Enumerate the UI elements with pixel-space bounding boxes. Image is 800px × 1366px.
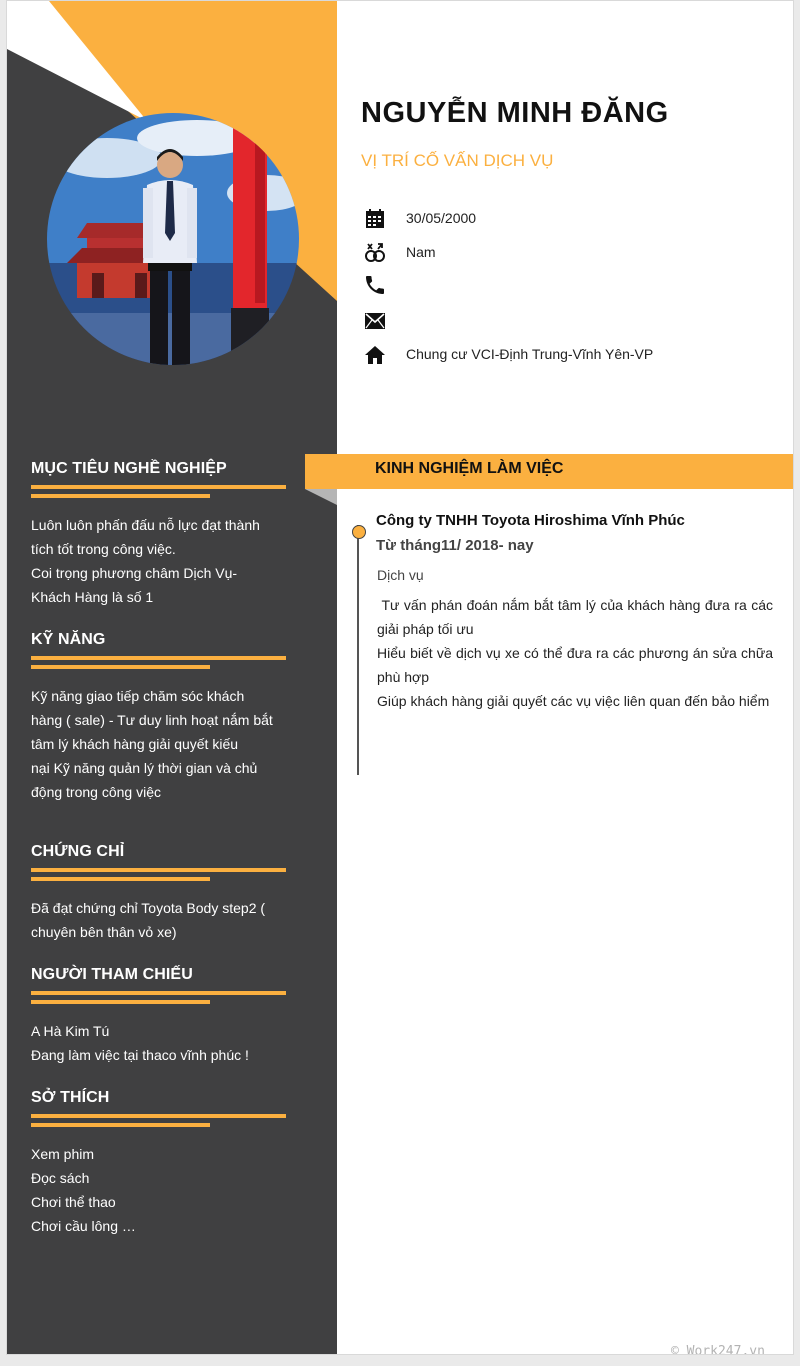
certificates-text	[31, 896, 287, 944]
timeline-dot	[352, 525, 366, 539]
objective-text	[31, 513, 287, 609]
references-title: NGƯỜI THAM CHIẾU	[31, 966, 193, 983]
candidate-role: VỊ TRÍ CỐ VẤN DỊCH VỤ	[361, 151, 554, 170]
skills-text	[31, 684, 287, 804]
hobbies-section	[31, 1086, 287, 1238]
job-duties	[377, 593, 777, 713]
text-line: A Hà Kim Tú	[31, 1023, 110, 1039]
section-underline	[31, 868, 286, 872]
text-line: Chơi thể thao	[31, 1194, 116, 1210]
text-line: chuyên bên thân vỏ xe)	[31, 924, 177, 940]
text-line: hàng ( sale) - Tư duy linh hoạt nắm bắt	[31, 712, 273, 728]
section-underline	[31, 991, 286, 995]
section-underline	[31, 1114, 286, 1118]
hobbies-title: SỞ THÍCH	[31, 1089, 110, 1106]
text-line: Đọc sách	[31, 1170, 90, 1186]
text-line: Đang làm việc tại thaco vĩnh phúc !	[31, 1047, 249, 1063]
birthdate-value: 30/05/2000	[406, 210, 477, 226]
text-line: Đã đạt chứng chỉ Toyota Body step2 (	[31, 900, 266, 916]
text-line: Kỹ năng giao tiếp chăm sóc khách	[31, 688, 245, 704]
timeline-line	[357, 525, 359, 775]
company-name: Công ty TNHH Toyota Hiroshima Vĩnh Phúc	[376, 512, 685, 529]
ribbon-fold	[305, 489, 337, 505]
contact-birthdate	[363, 206, 783, 232]
contact-email	[363, 308, 783, 334]
experience-title: KINH NGHIỆM LÀM VIỆC	[375, 460, 564, 477]
duty-item: Tư vấn phán đoán nắm bắt tâm lý của khách hàng đưa ra các giải pháp tối ưu	[377, 597, 777, 637]
contact-phone	[363, 272, 783, 298]
contact-gender	[363, 240, 783, 266]
gender-value: Nam	[406, 244, 436, 260]
text-line: Xem phim	[31, 1146, 95, 1162]
references-text	[31, 1019, 287, 1067]
contact-address	[363, 342, 783, 368]
hobbies-text	[31, 1142, 287, 1238]
objective-section	[31, 457, 287, 609]
text-line: Chơi cầu lông …	[31, 1218, 136, 1234]
duty-item: Giúp khách hàng giải quyết các vụ việc liên quan đến bảo hiểm	[377, 693, 770, 709]
duty-item: Hiểu biết về dịch vụ xe có thể đưa ra các phương án sửa chữa phù hợp	[377, 645, 773, 685]
skills-section	[31, 628, 287, 804]
section-underline	[31, 877, 210, 881]
section-underline	[31, 485, 286, 489]
sidebar	[7, 1, 337, 1355]
objective-title: MỤC TIÊU NGHỀ NGHIỆP	[31, 460, 227, 477]
gender-icon	[363, 241, 387, 265]
section-underline	[31, 1123, 210, 1127]
references-section	[31, 963, 287, 1067]
text-line: động trong công việc	[31, 784, 161, 800]
department: Dịch vụ	[377, 567, 424, 583]
text-line: tích tốt trong công việc.	[31, 541, 176, 557]
calendar-icon	[363, 207, 387, 231]
employment-period: Từ tháng11/ 2018- nay	[376, 537, 534, 554]
candidate-name: NGUYỄN MINH ĐĂNG	[361, 97, 669, 129]
home-icon	[363, 343, 387, 367]
address-value: Chung cư VCI-Định Trung-Vĩnh Yên-VP	[406, 346, 654, 362]
text-line: Khách Hàng là số 1	[31, 589, 154, 605]
section-underline	[31, 665, 210, 669]
watermark: © Work247.vn	[671, 1344, 765, 1355]
text-line: Luôn luôn phấn đấu nỗ lực đạt thành	[31, 517, 260, 533]
text-line: nại Kỹ năng quản lý thời gian và chủ	[31, 760, 258, 776]
skills-title: KỸ NĂNG	[31, 631, 106, 648]
profile-photo	[47, 113, 299, 365]
certificates-title: CHỨNG CHỈ	[31, 843, 125, 860]
certificates-section	[31, 840, 287, 944]
cv-page	[6, 0, 794, 1355]
section-underline	[31, 494, 210, 498]
text-line: tâm lý khách hàng giải quyết kiếu	[31, 736, 239, 752]
email-icon	[363, 309, 387, 333]
phone-icon	[363, 273, 387, 297]
section-underline	[31, 656, 286, 660]
text-line: Coi trọng phương châm Dịch Vụ-	[31, 565, 238, 581]
section-underline	[31, 1000, 210, 1004]
